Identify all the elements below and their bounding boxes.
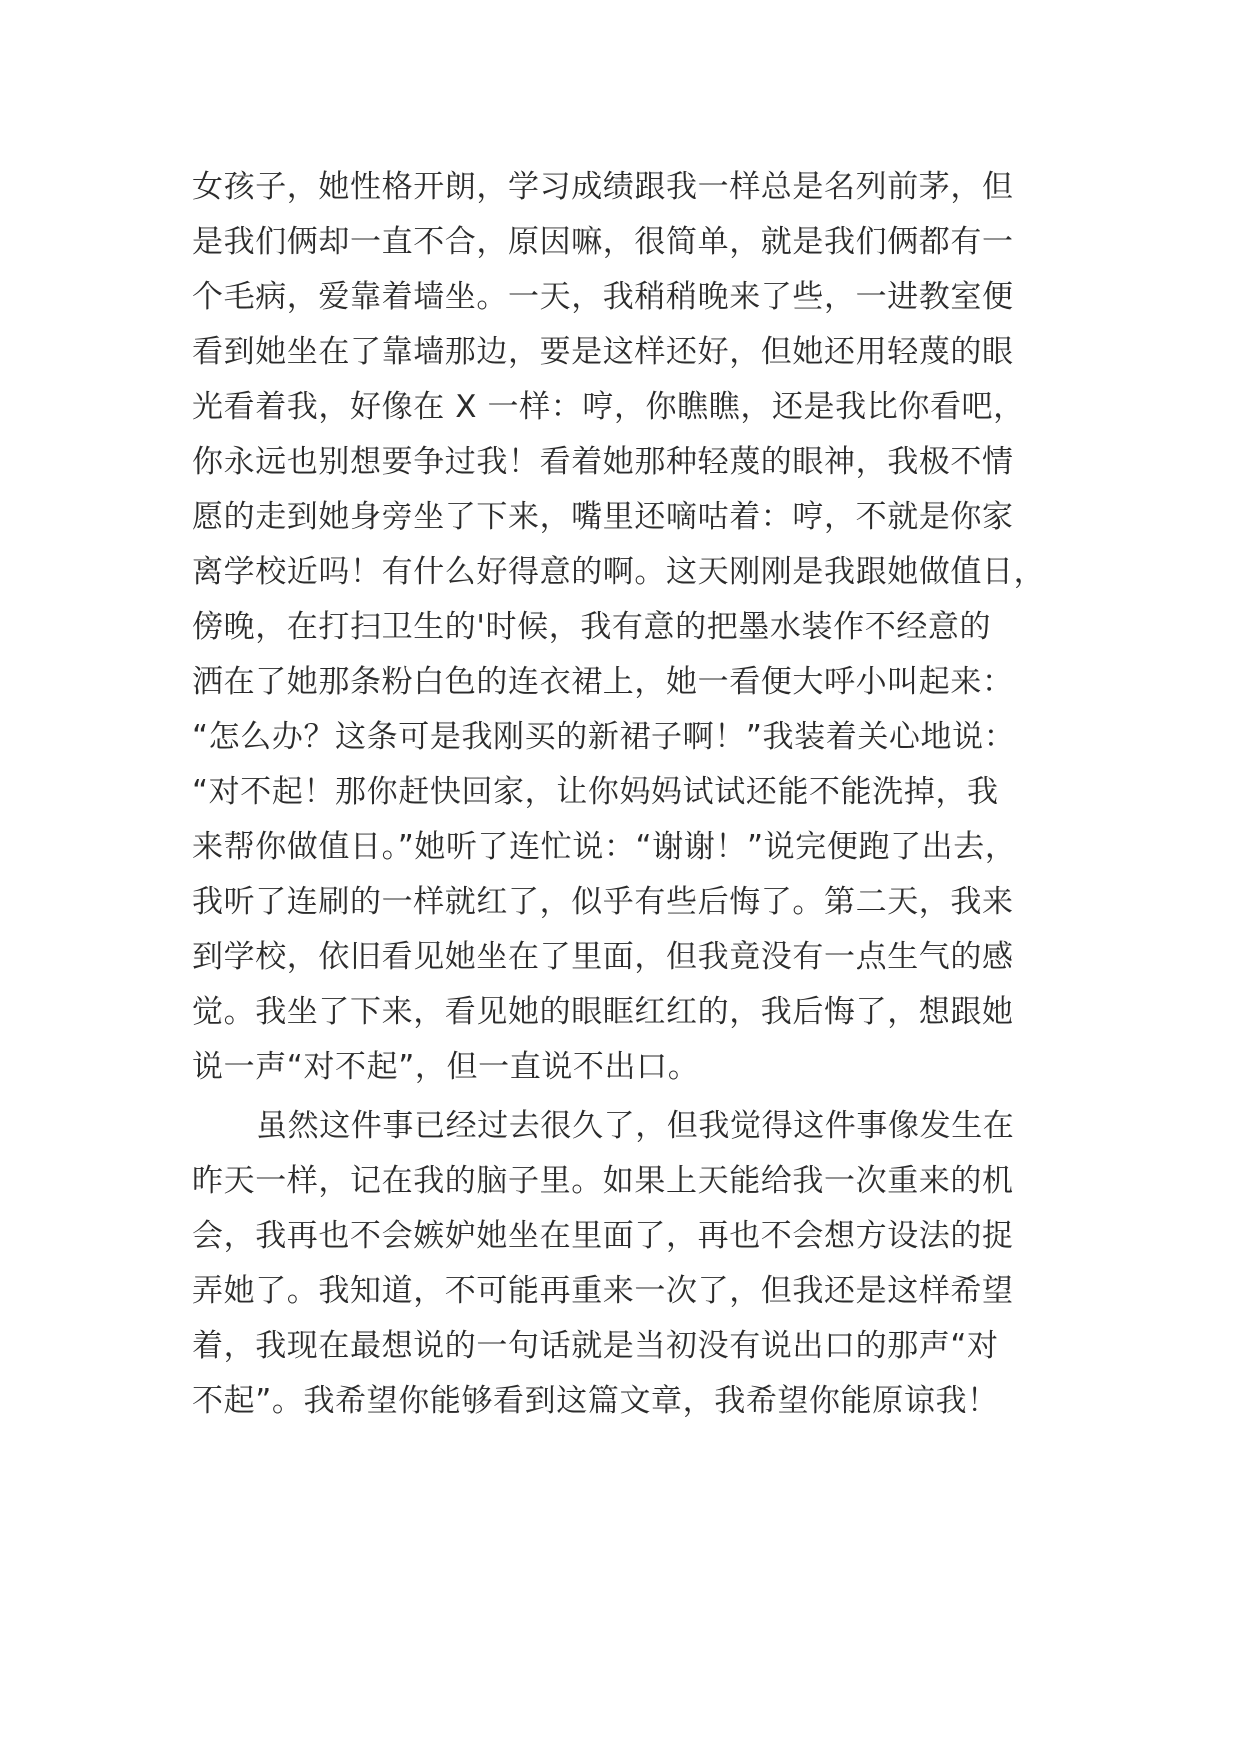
text-line: 说一声“对不起”，但一直说不出口。 (192, 1049, 700, 1085)
text-line: 女孩子，她性格开朗，学习成绩跟我一样总是名列前茅，但 (192, 169, 1014, 205)
text-line: 愿的走到她身旁坐了下来，嘴里还嘀咕着：哼，不就是你家 (192, 499, 1014, 535)
text-line: 看到她坐在了靠墙那边，要是这样还好，但她还用轻蔑的眼 (192, 334, 1014, 370)
text-line: 光看着我，好像在 X 一样：哼，你瞧瞧，还是我比你看吧， (192, 389, 1025, 425)
text-line: 傍晚，在打扫卫生的'时候，我有意的把墨水装作不经意的 (192, 609, 992, 645)
text-line: 离学校近吗！有什么好得意的啊。这天刚刚是我跟她做值日， (192, 554, 1046, 590)
text-line: 我听了连刷的一样就红了，似乎有些后悔了。第二天，我来 (192, 884, 1014, 920)
document-body (192, 160, 1092, 1429)
text-line: 虽然这件事已经过去很久了，但我觉得这件事像发生在 (256, 1108, 1015, 1144)
text-line: 你永远也别想要争过我！看着她那种轻蔑的眼神，我极不情 (192, 444, 1014, 480)
text-line: 不起”。我希望你能够看到这篇文章，我希望你能原谅我！ (192, 1383, 999, 1419)
text-line: 昨天一样，记在我的脑子里。如果上天能给我一次重来的机 (192, 1163, 1014, 1199)
text-line: 弄她了。我知道，不可能再重来一次了，但我还是这样希望 (192, 1273, 1014, 1309)
paragraph-2 (192, 1099, 1092, 1429)
text-line: “怎么办？这条可是我刚买的新裙子啊！”我装着关心地说： (192, 719, 1016, 755)
text-line: 觉。我坐了下来，看见她的眼眶红红的，我后悔了，想跟她 (192, 994, 1014, 1030)
paragraph-1 (192, 160, 1092, 1095)
text-line: 个毛病，爱靠着墙坐。一天，我稍稍晚来了些，一进教室便 (192, 279, 1014, 315)
text-line: 着，我现在最想说的一句话就是当初没有说出口的那声“对 (192, 1328, 999, 1364)
text-line: 来帮你做值日。”她听了连忙说：“谢谢！”说完便跑了出去， (192, 829, 1017, 865)
text-line: 洒在了她那条粉白色的连衣裙上，她一看便大呼小叫起来： (192, 664, 1014, 700)
text-line: 到学校，依旧看见她坐在了里面，但我竟没有一点生气的感 (192, 939, 1014, 975)
text-line: 是我们俩却一直不合，原因嘛，很简单，就是我们俩都有一 (192, 224, 1014, 260)
text-line: 会，我再也不会嫉妒她坐在里面了，再也不会想方设法的捉 (192, 1218, 1014, 1254)
text-line: “对不起！那你赶快回家，让你妈妈试试还能不能洗掉，我 (192, 774, 999, 810)
